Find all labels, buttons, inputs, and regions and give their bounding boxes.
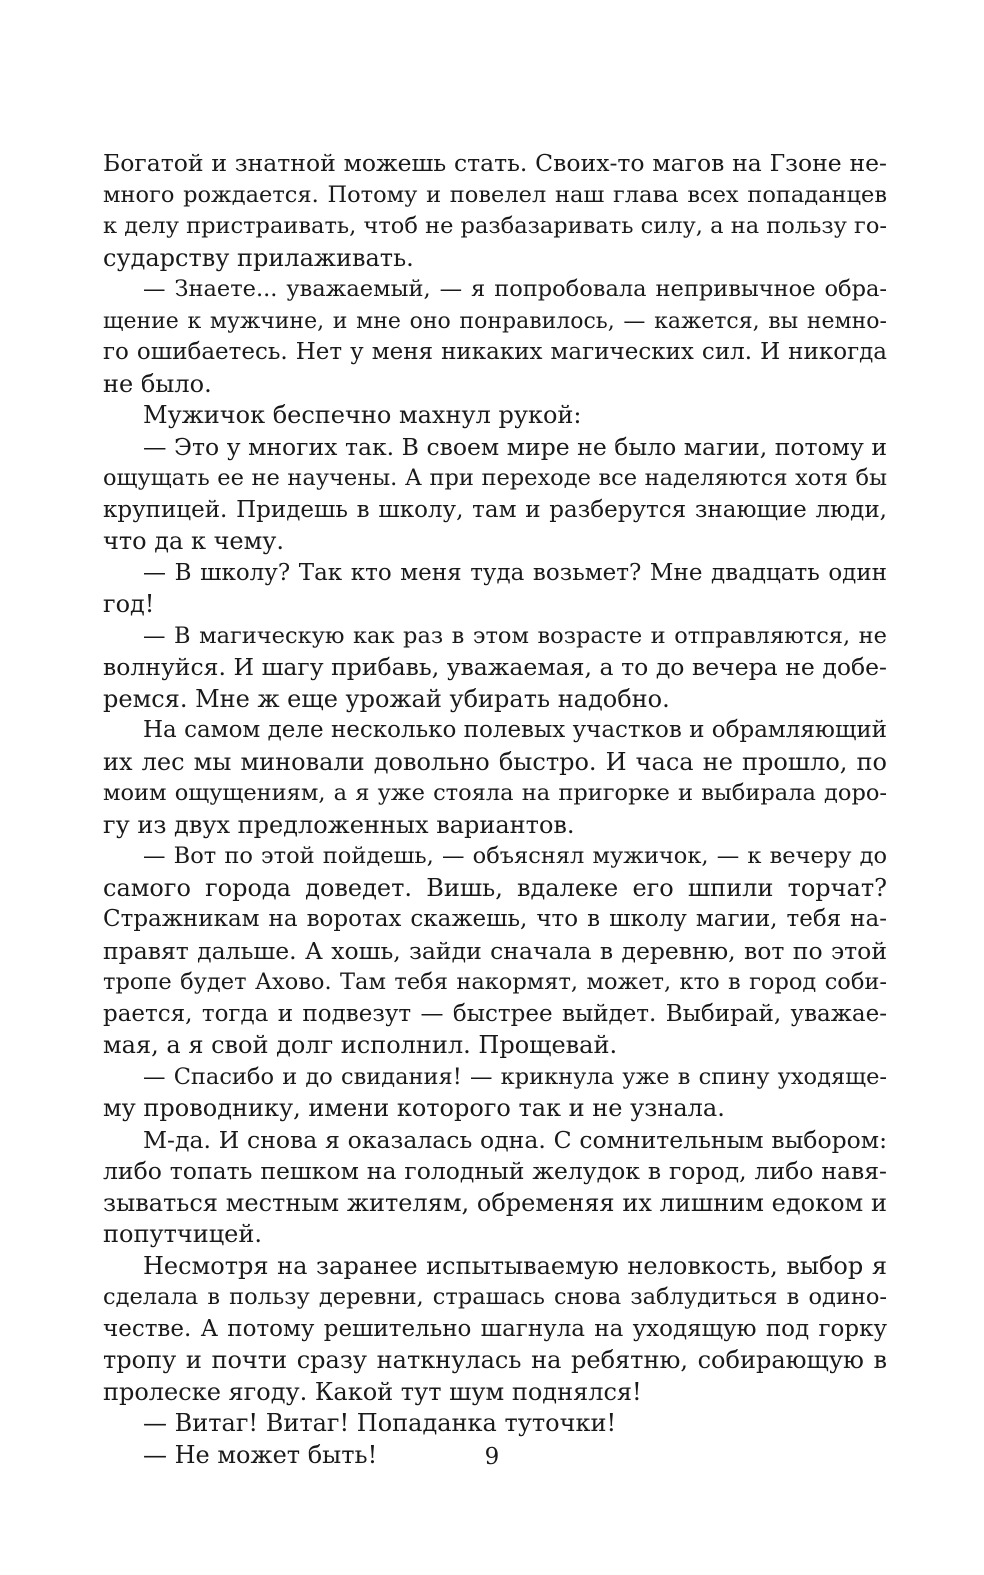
text-line: — Не может быть!	[143, 1440, 378, 1469]
text-line: — Это у многих так. В своем мире не было магии, потому и	[143, 432, 887, 461]
text-line: На самом деле несколько полевых участков и обрамляющий	[143, 717, 887, 743]
text-line: гу из двух предложенных вариантов.	[103, 810, 575, 839]
text-line: рается, тогда и подвезут — быстрее выйдет. Выбирай, уважае-	[103, 1000, 887, 1027]
text-line: попутчицей.	[103, 1220, 262, 1248]
text-line: ощущать ее не научены. А при переходе все наделяются хотя бы	[103, 465, 887, 491]
text-line: крупицей. Придешь в школу, там и разберутся знающие люди,	[103, 496, 887, 523]
text-line: — В школу? Так кто меня туда возьмет? Мне двадцать один	[143, 559, 887, 586]
text-line: му проводнику, имени которого так и не узнала.	[103, 1094, 725, 1122]
text-line: правят дальше. А хошь, зайди сначала в деревню, вот по этой	[103, 936, 887, 965]
text-line: честве. А потому решительно шагнула на уходящую под горку	[103, 1315, 887, 1342]
text-line: Несмотря на заранее испытываемую неловкость, выбор я	[143, 1251, 887, 1280]
text-line: мая, а я свой долг исполнил. Прощевай.	[103, 1031, 618, 1059]
text-line: Богатой и знатной можешь стать. Своих-то магов на Гзоне не-	[103, 149, 887, 177]
text-line: М-да. И снова я оказалась одна. С сомнительным выбором:	[143, 1125, 887, 1154]
text-line: не было.	[103, 369, 212, 398]
text-line: волнуйся. И шагу прибавь, уважаемая, а то до вечера не добе-	[103, 653, 887, 681]
text-line: зываться местным жителям, обременяя их лишним едоком и	[103, 1188, 887, 1217]
text-line: тропе будет Ахово. Там тебя накормят, может, кто в город соби-	[103, 969, 887, 995]
text-line: год!	[103, 590, 155, 618]
text-line: — В магическую как раз в этом возрасте и отправляются, не	[143, 622, 887, 649]
text-line: сделала в пользу деревни, страшась снова заблудиться в одино-	[103, 1284, 887, 1310]
text-line: либо топать пешком на голодный желудок в город, либо навя-	[103, 1157, 887, 1185]
text-line: ремся. Мне ж еще урожай убирать надобно.	[103, 684, 670, 713]
text-line: тропу и почти сразу наткнулась на ребятню, собирающую в	[103, 1346, 887, 1374]
text-line: их лес мы миновали довольно быстро. И часа не прошло, по	[103, 747, 887, 776]
page-number: 9	[484, 1444, 500, 1470]
page-body-text	[103, 148, 887, 1471]
text-line: к делу пристраивать, чтоб не разбазаривать силу, а на пользу го-	[103, 213, 887, 239]
text-line: что да к чему.	[103, 527, 285, 555]
text-line: пролеске ягоду. Какой тут шум поднялся!	[103, 1377, 642, 1406]
text-line: — Спасибо и до свидания! — крикнула уже в спину уходяще-	[143, 1063, 887, 1090]
text-line: сударству прилаживать.	[103, 243, 414, 272]
text-line: моим ощущениям, а я уже стояла на пригорке и выбирала доро-	[103, 780, 887, 806]
text-line: самого города доведет. Вишь, вдалеке его шпили торчат?	[103, 873, 887, 902]
text-line: — Витаг! Витаг! Попаданка туточки!	[143, 1409, 617, 1437]
text-line: го ошибаетесь. Нет у меня никаких магических сил. И никогда	[103, 339, 887, 365]
text-line: — Знаете... уважаемый, — я попробовала непривычное обра-	[143, 276, 887, 302]
text-line: много рождается. Потому и повелел наш глава всех попаданцев	[103, 181, 887, 208]
text-line: Мужичок беспечно махнул рукой:	[143, 401, 582, 429]
text-line: Стражникам на воротах скажешь, что в школу магии, тебя на-	[103, 906, 887, 932]
text-line: щение к мужчине, и мне оно понравилось, — кажется, вы немно-	[103, 308, 887, 334]
text-line: — Вот по этой пойдешь, — объяснял мужичок, — к вечеру до	[143, 843, 887, 869]
